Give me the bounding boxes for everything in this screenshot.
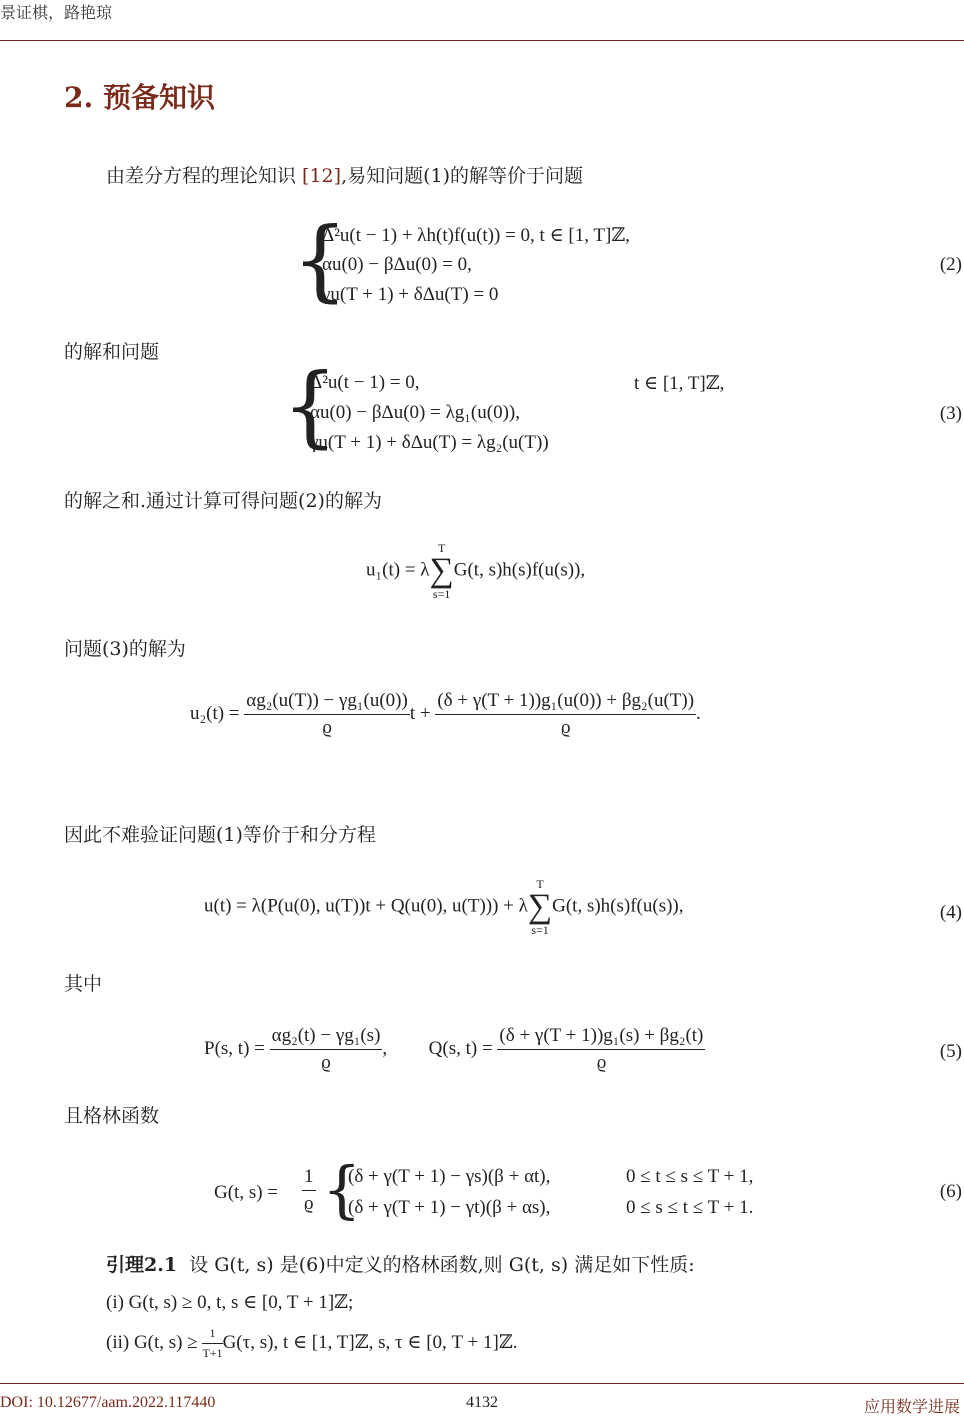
fraction-2: $\frac{\text{(δ + γ(T + 1))g₁(u(0)) + βg₂(u(T))}}{ϱ}$ (437, 690, 695, 738)
footer-rule (0, 1383, 964, 1384)
fraction-q: $\frac{\text{(δ + γ(T + 1))g₁(s) + βg₂(t)}}{ϱ}$ (499, 1025, 704, 1073)
equation-2 (292, 208, 752, 312)
equation-u2: u₂(t) = $\frac{\text{αg₂(u(T)) − γg₁(u(0))}}{ϱ}$ t + $\frac{\text{(δ + γ(T + 1))g₁(u(0)) + βg₂(u(T))}}{ϱ}$ . (190, 690, 701, 738)
summation-symbol: T ∑ s=1 (429, 541, 454, 601)
paragraph-7: 且格林函数 (64, 1105, 160, 1127)
equation-3-line-2: αu(0) − βΔu(0) = λg₁(u(0)), (310, 402, 520, 423)
lemma-label: 引理2.1 (106, 1254, 178, 1276)
equation-number-4: (4) (939, 902, 962, 923)
paragraph-5: 因此不难验证问题(1)等价于和分方程 (64, 824, 376, 846)
lemma-item-2: (ii) G(t, s) ≥ $\frac{1}{T+1}$ G(τ, s), t ∈ [1, T]ℤ, s, τ ∈ [0, T + 1]ℤ. (106, 1326, 518, 1360)
paragraph-3: 的解之和.通过计算可得问题(2)的解为 (64, 490, 382, 512)
paragraph-4: 问题(3)的解为 (64, 638, 186, 660)
left-brace: { (322, 1153, 362, 1226)
equation-6-case-2-condition: 0 ≤ s ≤ t ≤ T + 1. (626, 1197, 754, 1218)
equation-3-line-1-domain: t ∈ [1, T]ℤ, (634, 373, 725, 394)
lemma-2-1 (106, 1250, 695, 1277)
equation-number-6: (6) (939, 1181, 962, 1202)
equation-3 (282, 354, 752, 458)
fraction-inline: $\frac{1}{T+1}$ (202, 1326, 223, 1360)
equation-3-line-1: Δ²u(t − 1) = 0, (310, 372, 420, 393)
header-rule (0, 40, 964, 41)
section-title: 2. 预备知识 (64, 81, 215, 114)
page-number: 4132 (466, 1394, 498, 1411)
left-brace: { (282, 354, 338, 457)
equation-4: u(t) = λ(P(u(0), u(T))t + Q(u(0), u(T))) + λ T ∑ s=1 G(t, s)h(s)f(u(s)), (204, 877, 684, 937)
citation-link[interactable]: [12] (302, 165, 342, 187)
equation-3-line-3: γu(T + 1) + δΔu(T) = λg₂(u(T)) (310, 432, 549, 453)
lemma-text: 设 G(t, s) 是(6)中定义的格林函数,则 G(t, s) 满足如下性质: (189, 1254, 695, 1276)
lemma-item-1: (i) G(t, s) ≥ 0, t, s ∈ [0, T + 1]ℤ; (106, 1292, 354, 1313)
equation-6 (214, 1153, 834, 1226)
fraction-1: $\frac{\text{αg₂(u(T)) − γg₁(u(0))}}{ϱ}$ (246, 690, 408, 738)
equation-6-case-1: (δ + γ(T + 1) − γs)(β + αt), (348, 1166, 551, 1187)
equation-2-line-1: Δ²u(t − 1) + λh(t)f(u(t)) = 0, t ∈ [1, T]ℤ, (322, 225, 630, 246)
equation-5: P(s, t) = $\frac{\text{αg₂(t) − γg₁(s)}}{ϱ}$ , Q(s, t) = $\frac{\text{(δ + γ(T + 1))g₁(s) + βg₂(t)}}{ϱ}$ (204, 1025, 704, 1073)
paragraph-1: 由差分方程的理论知识 [12],易知问题(1)的解等价于问题 (106, 165, 584, 187)
equation-u1: u₁(t) = λ T ∑ s=1 G(t, s)h(s)f(u(s)), (366, 541, 586, 601)
doi-link[interactable]: DOI: 10.12677/aam.2022.117440 (0, 1394, 216, 1411)
equation-6-fraction: $\frac{1}{ϱ}$ (303, 1166, 314, 1214)
equation-6-case-2: (δ + γ(T + 1) − γt)(β + αs), (348, 1197, 551, 1218)
equation-number-2: (2) (939, 254, 962, 275)
equation-2-line-3: γu(T + 1) + δΔu(T) = 0 (322, 284, 499, 305)
equation-6-case-1-condition: 0 ≤ t ≤ s ≤ T + 1, (626, 1166, 754, 1187)
summation-symbol: T ∑ s=1 (527, 877, 553, 937)
journal-name: 应用数学进展 (863, 1397, 960, 1416)
equation-2-line-2: αu(0) − βΔu(0) = 0, (322, 254, 472, 275)
left-brace: { (292, 208, 348, 311)
equation-number-5: (5) (939, 1041, 962, 1062)
fraction-p: $\frac{\text{αg₂(t) − γg₁(s)}}{ϱ}$ (271, 1025, 381, 1073)
equation-number-3: (3) (939, 403, 962, 424)
running-header: 景证棋，路艳琼 (0, 3, 113, 22)
paragraph-6: 其中 (64, 973, 103, 995)
equation-6-lhs: G(t, s) = (214, 1182, 279, 1203)
paragraph-2: 的解和问题 (64, 341, 160, 363)
